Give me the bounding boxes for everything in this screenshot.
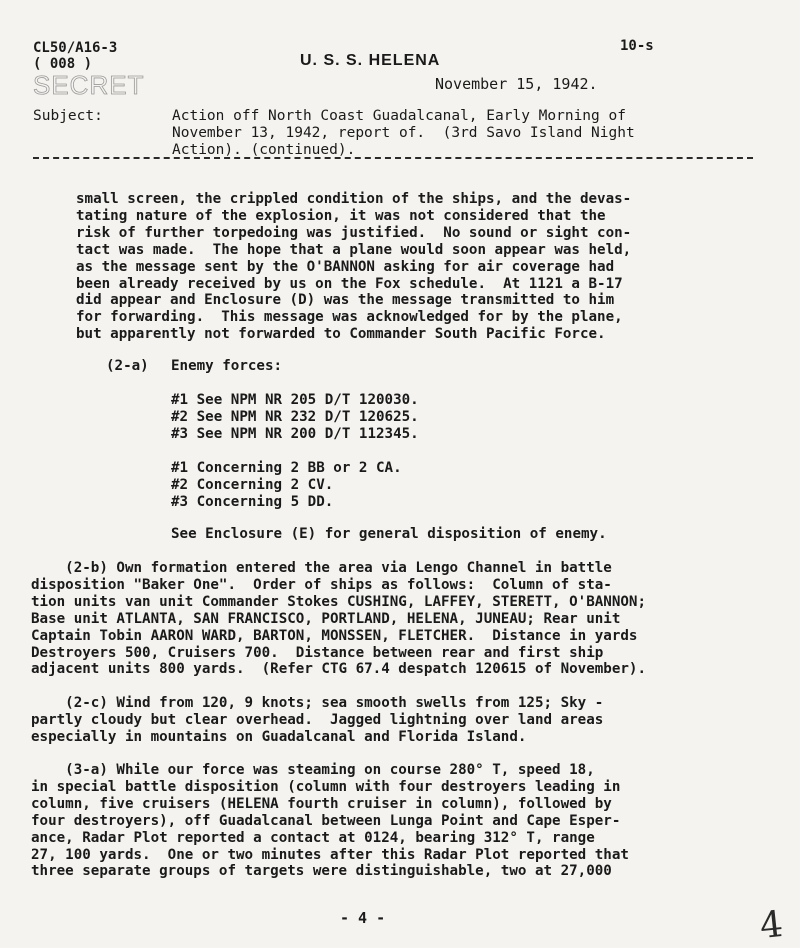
ship-name: U. S. S. HELENA (300, 52, 441, 69)
report-date: November 15, 1942. (435, 75, 598, 93)
paragraph-continued: small screen, the crippled condition of the ships, and the devas- tating nature of the explosion, it was not considered that the risk of further torpedoing was justified. No sound or sight con- tact was made. The hope that a plane would soon appear was held, as the message sent by the O'BANNON asking for air coverage had been already received by us on the Fox schedule. At 1121 a B-17 did appear and Enclosure (D) was the message transmitted to him for forwarding. This message was acknowledged for by the plane, but apparently not forwarded to Commander South Pacific Force. (76, 191, 632, 343)
section-2a-npm-list: #1 See NPM NR 205 D/T 120030. #2 See NPM NR 232 D/T 120625. #3 See NPM NR 200 D/T 112345. (171, 392, 419, 442)
subject-text: Action off North Coast Guadalcanal, Early Morning of November 13, 1942, report of. (3rd Savo Island Night Action). (continued). (172, 108, 635, 158)
handwritten-page-number: 4 (757, 903, 785, 948)
section-2a-concerning-list: #1 Concerning 2 BB or 2 CA. #2 Concerning 2 CV. #3 Concerning 5 DD. (171, 460, 402, 510)
dashed-divider (33, 157, 753, 159)
file-code: CL50/A16-3 ( 008 ) (33, 40, 118, 72)
subject-label: Subject: (33, 108, 103, 124)
page-number: - 4 - (340, 909, 386, 927)
section-2b: (2-b) Own formation entered the area via Lengo Channel in battle disposition "Baker One". Order of ships as follows: Column of sta- tion units van unit Commander Stokes CUSHING, LAFFEY, STERETT, O'BANNON; Base unit ATLANTA, SAN FRANCISCO, PORTLAND, HELENA, JUNEAU; Rear unit Captain Tobin AARON WARD, BARTON, MONSSEN, FLETCHER. Distance in yards Destroyers 500, Cruisers 700. Distance between rear and first ship adjacent units 800 yards. (Refer CTG 67.4 despatch 120615 of November). (31, 560, 646, 678)
page-reference: 10-s (620, 38, 654, 54)
section-2a-enclosure: See Enclosure (E) for general disposition of enemy. (171, 526, 607, 542)
classification-stamp: SECRET (33, 70, 145, 100)
section-2c: (2-c) Wind from 120, 9 knots; sea smooth swells from 125; Sky - partly cloudy but clear overhead. Jagged lightning over land areas especially in mountains on Guadalcanal and Florida Island. (31, 695, 604, 745)
section-2a-title: Enemy forces: (171, 358, 283, 374)
section-3a: (3-a) While our force was steaming on course 280° T, speed 18, in special battle disposition (column with four destroyers leading in column, five cruisers (HELENA fourth cruiser in column), followed by four destroyers), off Guadalcanal between Lunga Point and Cape Esper- ance, Radar Plot reported a contact at 0124, bearing 312° T, range 27, 100 yards. One or two minutes after this Radar Plot reported that three separate groups of targets were distinguishable, two at 27,000 (31, 762, 629, 880)
section-2a-label: (2-a) (106, 358, 149, 374)
